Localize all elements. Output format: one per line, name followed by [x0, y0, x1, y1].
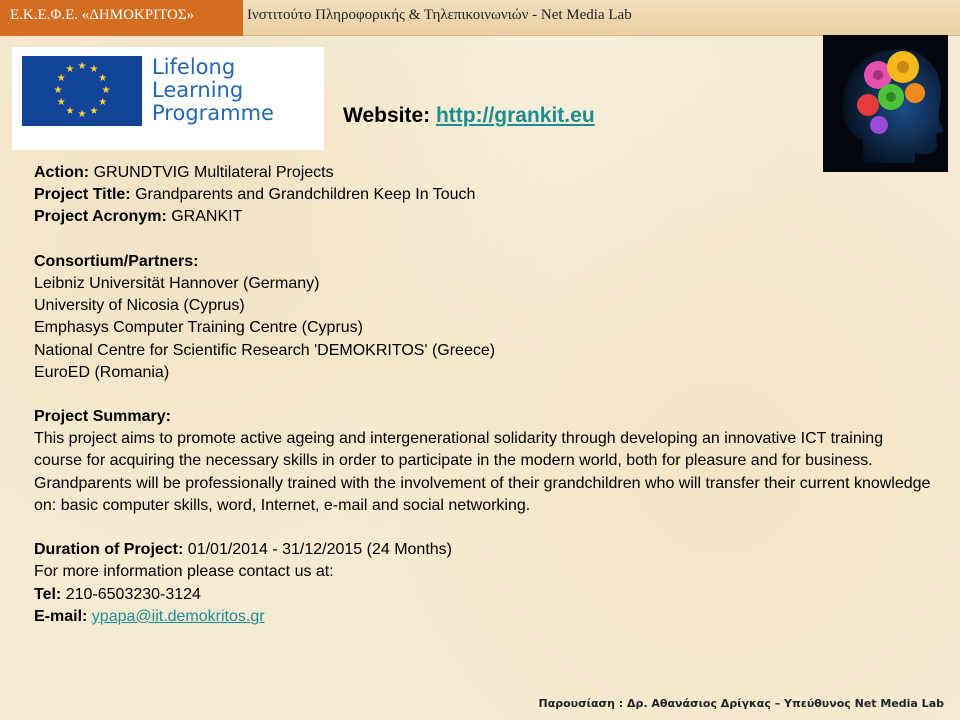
spacer [34, 229, 934, 251]
website-label: Website: [343, 104, 431, 127]
eu-star-icon: ★ [65, 64, 75, 76]
llp-logo-line1: Lifelong [152, 55, 236, 79]
summary-text: This project aims to promote active ageing and intergenerational solidarity through developing an innovative ICT training course for acquiring the necessary skills in order to participate in the modern world, both for pleasure and for business. Grandparents will be professionally trained with the involvement of their grandchildren who will transfer their current knowledge on: basic computer skills, word, Internet, e-mail and social networking. [34, 430, 931, 514]
duration-label: Duration of Project: [34, 541, 184, 559]
lifelong-learning-logo [12, 47, 324, 150]
partner-item: Emphasys Computer Training Centre (Cyprus) [34, 319, 364, 337]
summary-heading-row [34, 406, 934, 428]
llp-logo-line2: Learning [152, 78, 244, 102]
project-acronym-row [34, 206, 934, 228]
action-row [34, 162, 934, 184]
tel-row [34, 584, 934, 606]
eu-star-icon: ★ [98, 97, 108, 108]
partner-item: EuroED (Romania) [34, 363, 170, 381]
project-acronym-label: Project Acronym: [34, 208, 167, 226]
website-line [343, 104, 595, 128]
consortium-heading: Consortium/Partners: [34, 252, 199, 270]
partner-item: University of Nicosia (Cyprus) [34, 297, 245, 315]
action-value: GRUNDTVIG Multilateral Projects [93, 164, 334, 181]
brain-gears-icon [823, 35, 948, 172]
contact-info-text: For more information please contact us at: [34, 563, 334, 581]
eu-star-icon: ★ [53, 85, 63, 96]
presenter-footer: Παρουσίαση : Δρ. Αθανάσιος Δρίγκας – Υπεύθυνος Net Media Lab [538, 697, 944, 710]
eu-star-icon: ★ [98, 73, 108, 84]
eu-star-icon: ★ [89, 105, 99, 117]
eu-star-icon: ★ [77, 61, 87, 72]
email-label: E-mail: [34, 607, 88, 625]
email-link[interactable]: ypapa@iit.demokritos.gr [91, 607, 265, 625]
project-acronym-value: GRANKIT [171, 208, 243, 226]
header-bar [0, 0, 960, 36]
eu-star-icon: ★ [77, 109, 87, 120]
action-label: Action: [34, 164, 90, 181]
eu-star-icon: ★ [65, 105, 75, 117]
eu-star-icon: ★ [56, 73, 66, 84]
eu-star-icon: ★ [89, 64, 99, 76]
eu-flag-icon [22, 56, 142, 126]
project-details [34, 162, 934, 628]
llp-logo-text [152, 56, 274, 125]
project-title-row [34, 184, 934, 206]
spacer [34, 384, 934, 406]
partner-item: Leibniz Universität Hannover (Germany) [34, 274, 320, 292]
duration-row [34, 539, 934, 561]
email-row [34, 606, 934, 628]
tel-label: Tel: [34, 585, 62, 603]
consortium-heading-row [34, 251, 934, 273]
duration-value: 01/01/2014 - 31/12/2015 (24 Months) [187, 541, 452, 559]
eu-star-icon: ★ [101, 85, 111, 96]
header-institute-name: Ινστιτούτο Πληροφορικής & Τηλεπικοινωνιών - Net Media Lab [247, 7, 632, 23]
spacer [34, 517, 934, 539]
project-title-label: Project Title: [34, 186, 131, 204]
eu-star-icon: ★ [56, 97, 66, 108]
llp-logo-line3: Programme [152, 101, 274, 125]
header-org-name: Ε.Κ.Ε.Φ.Ε. «ΔΗΜΟΚΡΙΤΟΣ» [0, 0, 243, 36]
website-link[interactable]: http://grankit.eu [435, 104, 595, 127]
project-title-value: Grandparents and Grandchildren Keep In Touch [135, 186, 476, 204]
partner-item: National Centre for Scientific Research 'DEMOKRITOS' (Greece) [34, 341, 496, 359]
summary-heading: Project Summary: [34, 408, 171, 426]
tel-value: 210-6503230-3124 [65, 585, 201, 603]
